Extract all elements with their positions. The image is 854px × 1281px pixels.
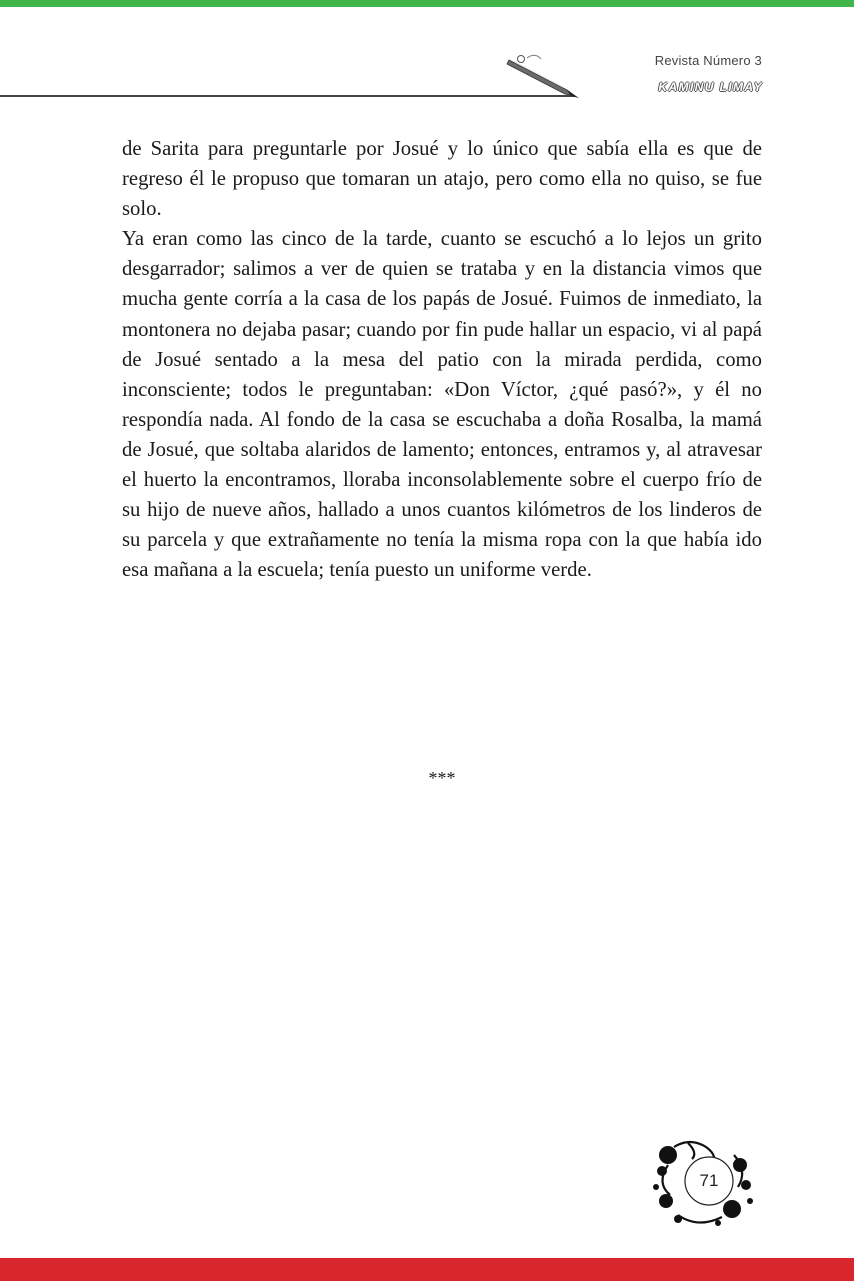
magazine-name: KAMINU LIMAY: [658, 80, 763, 94]
magazine-issue: Revista Número 3: [654, 53, 762, 68]
section-break: ***: [428, 768, 456, 788]
paragraph: Ya eran como las cinco de la tarde, cuanto se escuchó a lo lejos un grito desgarrador; salimos a ver de quien se trataba y en la distancia vimos que mucha gente corría a la casa de los papás de Josué. Fuimos de inmediato, la montonera no dejaba pasar; cuando por fin pude hallar un espacio, vi al papá de Josué sentado a la mesa del patio con la mirada perdida, como inconsciente; todos le preguntaban: «Don Víctor, ¿qué pasó?», y él no respondía nada. Al fondo de la casa se escuchaba a doña Rosalba, la mamá de Josué, que soltaba alaridos de lamento; entonces, entramos y, al atravesar el huerto la encontramos, lloraba inconsolablemente sobre el cuerpo frío de su hijo de nueve años, hallado a unos cuantos kilómetros de los linderos de su parcela y que extrañamente no tenía la misma ropa con la que había ido esa mañana a la escuela; tenía puesto un uniforme verde.: [122, 228, 762, 582]
header-rule: [0, 95, 575, 97]
fountain-pen-icon: [505, 50, 581, 100]
page-number: 71: [699, 1171, 719, 1190]
bottom-color-bar: [0, 1258, 854, 1281]
article-body: [122, 134, 762, 585]
paragraph: de Sarita para preguntarle por Josué y lo único que sabía ella es que de regreso él le propuso que tomaran un atajo, pero como ella no quiso, se fue solo.: [122, 138, 762, 221]
top-color-bar: [0, 0, 854, 7]
